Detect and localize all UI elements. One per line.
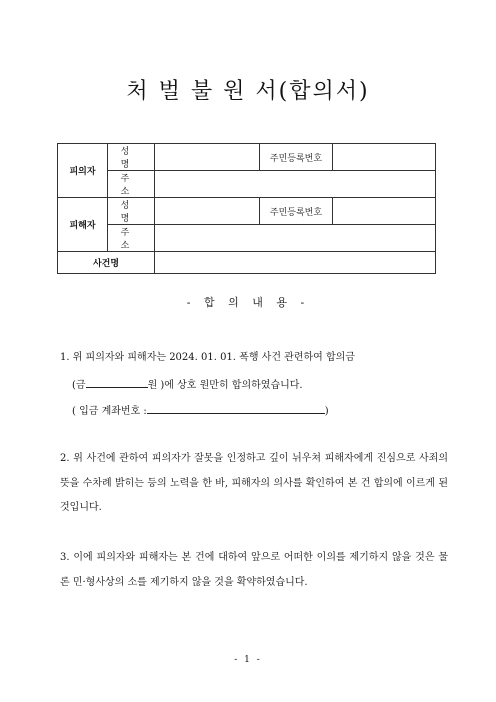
victim-name-row [58,198,436,225]
case-row [58,252,436,274]
item1-account-line [60,403,460,420]
party-info-table [57,143,436,274]
suspect-rrn-label: 주민등록번호 [260,144,333,171]
agreement-section-title: - 합 의 내 용 - [186,296,310,309]
case-name-label: 사건명 [58,252,155,274]
document-title: 처 벌 불 원 서(합의서) [126,79,370,104]
amount-blank[interactable] [86,377,148,388]
account-prefix: ( 입금 계좌번호 : [72,406,147,417]
victim-name-label: 성 명 [108,198,155,225]
suspect-name-field[interactable] [155,144,260,171]
suspect-address-label: 주 소 [108,171,155,198]
suspect-rrn-field[interactable] [333,144,436,171]
victim-rrn-field[interactable] [333,198,436,225]
amount-prefix: (금 [72,380,86,391]
account-blank[interactable] [147,403,325,414]
item2-paragraph: 2. 위 사건에 관하여 피의자가 잘못을 인정하고 깊이 뉘우쳐 피해자에게 진심으로 사죄의 뜻을 수차례 밝히는 등의 노력을 한 바, 피해자의 의사를 확인하여 본 건 합의에 이르게 된 것입니다. [60,453,448,513]
page-number: - 1 - [234,655,262,665]
case-name-field[interactable] [155,252,436,274]
suspect-address-field[interactable] [155,171,436,198]
account-suffix: ) [324,406,329,417]
item3-paragraph: 3. 이에 피의자와 피해자는 본 건에 대하여 앞으로 어떠한 이의를 제기하지 않을 것은 물론 민·형사상의 소를 제기하지 않을 것을 확약하였습니다. [60,552,448,588]
suspect-name-label: 성 명 [108,144,155,171]
victim-group-label: 피해자 [58,198,108,252]
victim-address-field[interactable] [155,225,436,252]
suspect-address-row [58,171,436,198]
item1-line1: 1. 위 피의자와 피해자는 2024. 01. 01. 폭행 사건 관련하여 합의금 [60,352,355,363]
amount-suffix: 원 )에 상호 원만히 합의하였습니다. [147,380,303,391]
victim-address-label: 주 소 [108,225,155,252]
suspect-name-row [58,144,436,171]
suspect-group-label: 피의자 [58,144,108,198]
item1-amount-line [60,377,460,394]
victim-rrn-label: 주민등록번호 [260,198,333,225]
victim-name-field[interactable] [155,198,260,225]
victim-address-row [58,225,436,252]
